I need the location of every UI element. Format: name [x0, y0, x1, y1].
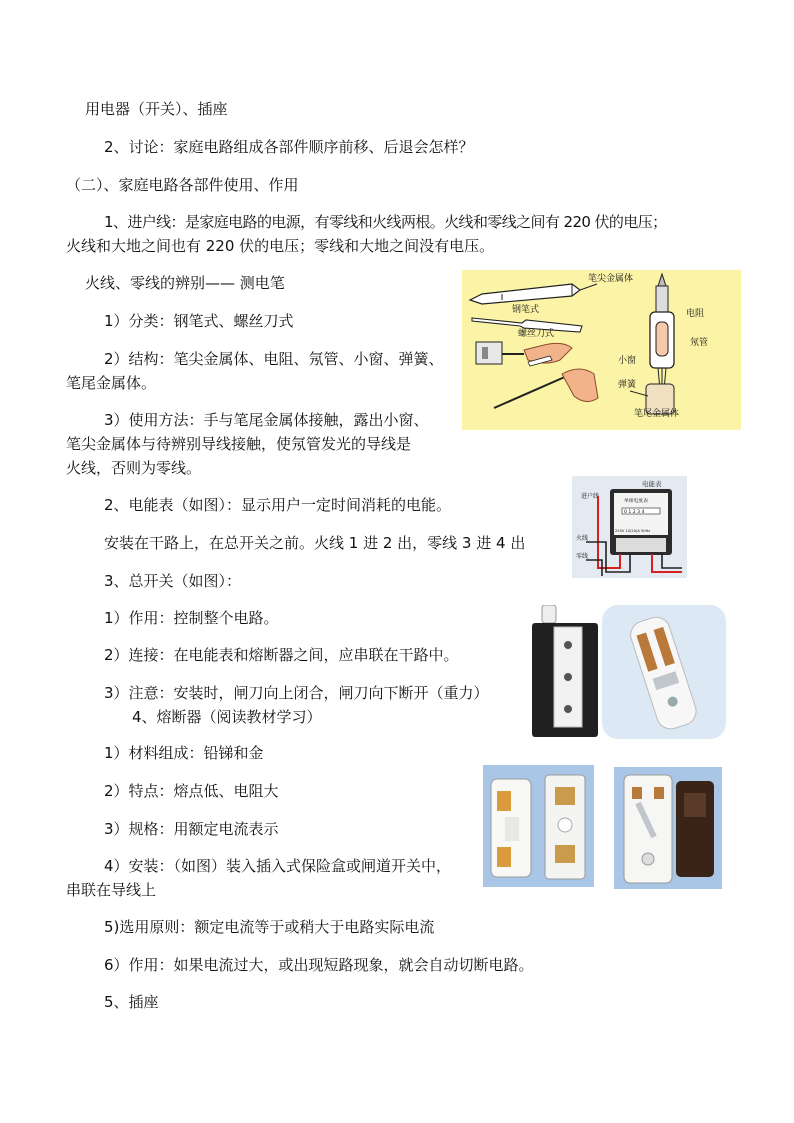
text-line: 1）分类：钢笔式、螺丝刀式	[104, 312, 294, 330]
label-pen-type: 钢笔式	[512, 305, 540, 315]
knife-switch-open	[602, 605, 726, 739]
knife-switch-closed	[532, 605, 598, 737]
fuse-box-illustration	[483, 765, 594, 887]
text-line: 火线，否则为零线。	[66, 459, 202, 477]
text-line: 6）作用：如果电流过大，或出现短路现象，就会自动切断电路。	[104, 956, 534, 974]
label-neon: 氖管	[690, 338, 709, 348]
fuse-box-figure	[483, 765, 594, 887]
text-line: 5、插座	[104, 993, 159, 1011]
text-line: 3）规格：用额定电流表示	[104, 820, 279, 838]
label-entry-line: 进户线	[581, 493, 600, 500]
switch-with-fuse-illustration	[614, 767, 722, 889]
text-line: 2）连接：在电能表和熔断器之间，应串联在干路中。	[104, 646, 459, 664]
label-resistor: 电阻	[686, 309, 705, 319]
brown-cover	[676, 781, 714, 877]
text-line: 笔尾金属体。	[66, 374, 157, 392]
switch-with-fuse-figure	[614, 767, 722, 889]
meter-reading: 0 1 2 3 4	[624, 510, 645, 515]
knife-switch-figure	[532, 605, 726, 739]
text-line: 1、进户线：是家庭电路的电源，有零线和火线两根。火线和零线之间有 220 伏的电压；	[104, 213, 667, 231]
meter-rating: 220V 10(20)A 50Hz	[615, 529, 651, 533]
meter-title: 电能表	[642, 480, 662, 488]
text-line: 3）注意：安装时，闸刀向上闭合，闸刀向下断开（重力）	[104, 684, 489, 702]
meter-face-title: 单相电度表	[624, 499, 648, 504]
text-line: 3、总开关（如图）：	[104, 572, 242, 590]
label-spring: 弹簧	[618, 380, 637, 390]
label-tip-metal: 笔尖金属体	[588, 274, 634, 284]
label-fire-line: 火线	[576, 535, 589, 542]
porcelain-base	[624, 775, 672, 883]
text-line: 1）材料组成：铅锑和金	[104, 744, 264, 762]
fuse-base	[545, 775, 585, 879]
label-zero-line: 零线	[576, 553, 589, 560]
text-line: 火线、零线的辨别—— 测电笔	[85, 274, 285, 292]
electric-meter-figure	[572, 476, 687, 578]
text-line: 2、讨论：家庭电路组成各部件顺序前移、后退会怎样？	[104, 138, 474, 156]
text-line: 4、熔断器（阅读教材学习）	[132, 708, 322, 726]
text-line: 安装在干路上，在总开关之前。火线 1 进 2 出，零线 3 进 4 出	[104, 534, 526, 552]
electric-meter-illustration	[572, 476, 687, 578]
text-line: 笔尖金属体与待辨别导线接触，使氖管发光的导线是	[66, 435, 412, 453]
label-screwdriver-type: 螺丝刀式	[518, 329, 555, 339]
text-line: 5)选用原则：额定电流等于或稍大于电路实际电流	[104, 918, 435, 936]
text-line: 4）安装：（如图）装入插入式保险盒或闸道开关中，	[104, 857, 452, 875]
text-line: 2）结构：笔尖金属体、电阻、氖管、小窗、弹簧、	[104, 350, 444, 368]
fuse-cover	[491, 779, 531, 877]
section-heading: （二）、家庭电路各部件使用、作用	[66, 176, 299, 194]
text-line: 3）使用方法：手与笔尾金属体接触，露出小窗、	[104, 411, 429, 429]
text-line: 2、电能表（如图）：显示用户一定时间消耗的电能。	[104, 496, 452, 514]
test-pen-illustration	[462, 270, 741, 430]
label-tail-metal: 笔尾金属体	[634, 409, 680, 419]
text-line: 用电器（开关）、插座	[85, 100, 228, 118]
text-line: 1）作用：控制整个电路。	[104, 609, 279, 627]
text-line: 火线和大地之间也有 220 伏的电压；零线和大地之间没有电压。	[66, 237, 495, 255]
test-pen-figure	[462, 270, 741, 430]
label-window: 小窗	[618, 356, 637, 366]
knife-switch-illustration	[532, 605, 726, 739]
text-line: 2）特点：熔点低、电阻大	[104, 782, 279, 800]
text-line: 串联在导线上	[66, 881, 157, 899]
